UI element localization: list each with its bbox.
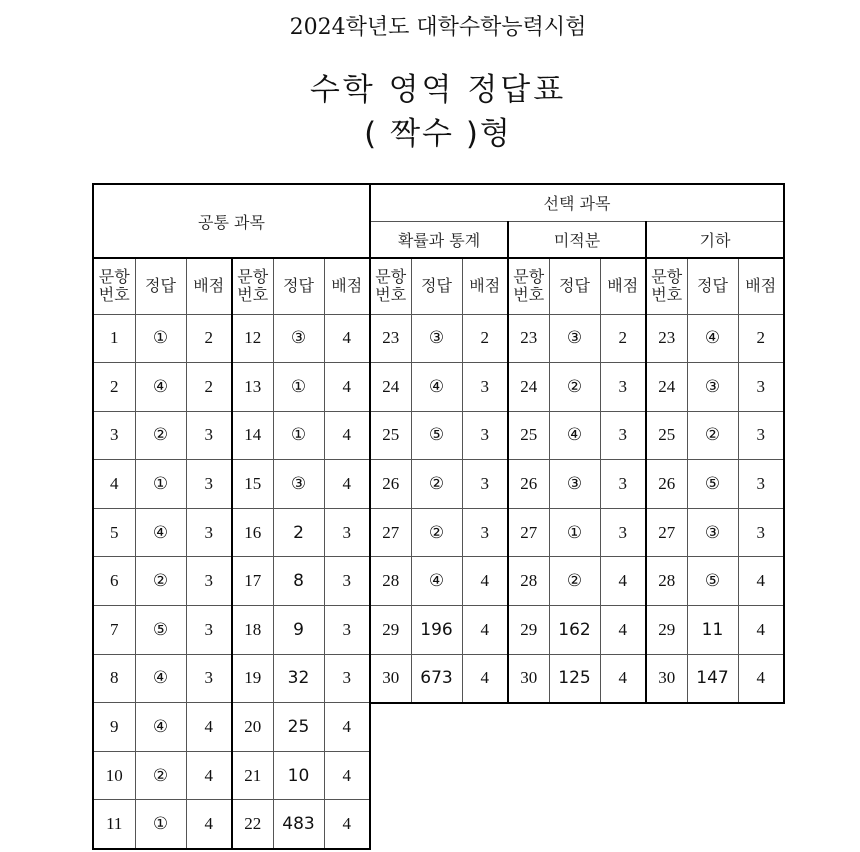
subject-title: 수학 영역 정답표: [309, 72, 567, 108]
answer-cell: ③: [687, 363, 738, 412]
answer-cell: ⑤: [687, 557, 738, 606]
col-header-number: 문항 번호: [93, 258, 135, 314]
question-number: 27: [508, 508, 549, 557]
table-row: [93, 800, 370, 849]
answer-cell: ④: [411, 363, 462, 412]
question-number: 23: [508, 314, 549, 363]
answer-cell: ④: [135, 363, 186, 412]
points-cell: 4: [186, 703, 232, 752]
table-row: [370, 557, 784, 606]
question-number: 28: [646, 557, 687, 606]
points-cell: 2: [186, 363, 232, 412]
points-cell: 3: [324, 557, 370, 606]
answer-cell: 162: [549, 606, 600, 655]
question-number: 27: [646, 508, 687, 557]
question-number: 6: [93, 557, 135, 606]
answer-cell: ④: [135, 654, 186, 703]
question-number: 25: [646, 411, 687, 460]
question-number: 10: [93, 751, 135, 800]
points-cell: 4: [186, 751, 232, 800]
points-cell: 3: [462, 411, 508, 460]
table-row: [370, 606, 784, 655]
points-cell: 3: [738, 460, 784, 509]
question-number: 30: [370, 654, 411, 703]
question-number: 30: [508, 654, 549, 703]
answer-cell: ①: [549, 508, 600, 557]
points-cell: 3: [462, 460, 508, 509]
answer-cell: 125: [549, 654, 600, 703]
answer-cell: ②: [687, 411, 738, 460]
question-number: 23: [646, 314, 687, 363]
answer-cell: 8: [273, 557, 324, 606]
answer-cell: ③: [411, 314, 462, 363]
table-row: [370, 363, 784, 412]
question-number: 1: [93, 314, 135, 363]
question-number: 13: [232, 363, 273, 412]
points-cell: 3: [324, 606, 370, 655]
common-subject-title: 공통 과목: [93, 184, 370, 258]
answer-cell: ②: [135, 557, 186, 606]
points-cell: 4: [738, 557, 784, 606]
col-header-number: 문항 번호: [232, 258, 273, 314]
answer-cell: ①: [135, 800, 186, 849]
points-cell: 4: [738, 606, 784, 655]
question-number: 19: [232, 654, 273, 703]
table-row: [93, 460, 370, 509]
col-header-number: 문항 번호: [508, 258, 549, 314]
points-cell: 3: [186, 606, 232, 655]
form-type: ( 짝수 )형: [364, 116, 512, 152]
points-cell: 3: [186, 460, 232, 509]
exam-title: 2024학년도 대학수학능력시험: [289, 15, 587, 40]
common-column-header-row: [93, 258, 370, 314]
table-row: [93, 606, 370, 655]
subject-name-geometry: 기하: [646, 221, 784, 258]
table-row: [93, 363, 370, 412]
question-number: 25: [508, 411, 549, 460]
answer-cell: ③: [273, 314, 324, 363]
common-subject-table: [92, 183, 371, 850]
points-cell: 4: [324, 800, 370, 849]
subject-name-prob-stats: 확률과 통계: [370, 221, 508, 258]
points-cell: 3: [600, 508, 646, 557]
points-cell: 3: [600, 411, 646, 460]
points-cell: 4: [324, 460, 370, 509]
answer-cell: 10: [273, 751, 324, 800]
points-cell: 4: [324, 314, 370, 363]
answer-cell: 25: [273, 703, 324, 752]
points-cell: 3: [600, 363, 646, 412]
points-cell: 3: [186, 654, 232, 703]
col-header-answer: 정답: [687, 258, 738, 314]
points-cell: 3: [600, 460, 646, 509]
question-number: 29: [508, 606, 549, 655]
col-header-points: 배점: [462, 258, 508, 314]
points-cell: 3: [738, 363, 784, 412]
answer-cell: ⑤: [411, 411, 462, 460]
question-number: 25: [370, 411, 411, 460]
answer-cell: ①: [135, 314, 186, 363]
question-number: 26: [646, 460, 687, 509]
answer-cell: 483: [273, 800, 324, 849]
question-number: 24: [646, 363, 687, 412]
table-row: [93, 411, 370, 460]
answer-cell: ⑤: [687, 460, 738, 509]
answer-cell: ④: [549, 411, 600, 460]
table-row: [93, 703, 370, 752]
question-number: 9: [93, 703, 135, 752]
points-cell: 4: [324, 703, 370, 752]
col-header-number: 문항 번호: [370, 258, 411, 314]
points-cell: 4: [600, 606, 646, 655]
points-cell: 3: [462, 508, 508, 557]
answer-cell: ③: [687, 508, 738, 557]
question-number: 24: [508, 363, 549, 412]
points-cell: 2: [600, 314, 646, 363]
col-header-answer: 정답: [135, 258, 186, 314]
table-row: [370, 508, 784, 557]
table-row: [93, 508, 370, 557]
question-number: 28: [508, 557, 549, 606]
points-cell: 3: [738, 411, 784, 460]
points-cell: 2: [186, 314, 232, 363]
question-number: 8: [93, 654, 135, 703]
question-number: 29: [646, 606, 687, 655]
points-cell: 3: [738, 508, 784, 557]
answer-cell: ④: [687, 314, 738, 363]
elective-subject-table: [369, 183, 785, 704]
points-cell: 4: [738, 654, 784, 703]
table-row: [370, 314, 784, 363]
answer-cell: ⑤: [135, 606, 186, 655]
table-row: [370, 654, 784, 703]
points-cell: 2: [462, 314, 508, 363]
question-number: 26: [370, 460, 411, 509]
points-cell: 4: [324, 411, 370, 460]
points-cell: 2: [738, 314, 784, 363]
points-cell: 4: [324, 363, 370, 412]
answer-cell: ②: [549, 557, 600, 606]
question-number: 5: [93, 508, 135, 557]
points-cell: 4: [186, 800, 232, 849]
answer-cell: ②: [549, 363, 600, 412]
points-cell: 4: [462, 606, 508, 655]
col-header-points: 배점: [186, 258, 232, 314]
points-cell: 4: [600, 654, 646, 703]
question-number: 4: [93, 460, 135, 509]
answer-cell: ①: [273, 363, 324, 412]
question-number: 23: [370, 314, 411, 363]
question-number: 18: [232, 606, 273, 655]
question-number: 15: [232, 460, 273, 509]
answer-cell: ④: [135, 508, 186, 557]
answer-cell: ③: [549, 460, 600, 509]
col-header-answer: 정답: [549, 258, 600, 314]
answer-cell: 11: [687, 606, 738, 655]
col-header-points: 배점: [600, 258, 646, 314]
answer-cell: ③: [273, 460, 324, 509]
answer-cell: 9: [273, 606, 324, 655]
question-number: 12: [232, 314, 273, 363]
points-cell: 4: [462, 654, 508, 703]
elective-column-header-row: [370, 258, 784, 314]
answer-cell: 196: [411, 606, 462, 655]
col-header-answer: 정답: [273, 258, 324, 314]
col-header-answer: 정답: [411, 258, 462, 314]
question-number: 3: [93, 411, 135, 460]
question-number: 21: [232, 751, 273, 800]
question-number: 29: [370, 606, 411, 655]
table-row: [93, 314, 370, 363]
points-cell: 4: [324, 751, 370, 800]
question-number: 22: [232, 800, 273, 849]
answer-cell: ③: [549, 314, 600, 363]
question-number: 24: [370, 363, 411, 412]
col-header-points: 배점: [738, 258, 784, 314]
subject-name-calculus: 미적분: [508, 221, 646, 258]
question-number: 7: [93, 606, 135, 655]
question-number: 27: [370, 508, 411, 557]
answer-cell: 147: [687, 654, 738, 703]
table-row: [93, 654, 370, 703]
answer-cell: ④: [135, 703, 186, 752]
points-cell: 3: [186, 557, 232, 606]
answer-cell: ②: [135, 411, 186, 460]
question-number: 16: [232, 508, 273, 557]
points-cell: 3: [186, 508, 232, 557]
points-cell: 4: [600, 557, 646, 606]
answer-cell: ④: [411, 557, 462, 606]
question-number: 20: [232, 703, 273, 752]
question-number: 17: [232, 557, 273, 606]
answer-cell: ②: [135, 751, 186, 800]
question-number: 26: [508, 460, 549, 509]
answer-cell: ①: [135, 460, 186, 509]
col-header-number: 문항 번호: [646, 258, 687, 314]
points-cell: 3: [324, 654, 370, 703]
answer-cell: 2: [273, 508, 324, 557]
answer-cell: 673: [411, 654, 462, 703]
table-row: [93, 557, 370, 606]
points-cell: 3: [186, 411, 232, 460]
question-number: 14: [232, 411, 273, 460]
table-row: [370, 411, 784, 460]
question-number: 30: [646, 654, 687, 703]
question-number: 28: [370, 557, 411, 606]
answer-cell: 32: [273, 654, 324, 703]
points-cell: 3: [324, 508, 370, 557]
elective-subject-title: 선택 과목: [370, 184, 784, 221]
answer-cell: ①: [273, 411, 324, 460]
answer-cell: ②: [411, 508, 462, 557]
col-header-points: 배점: [324, 258, 370, 314]
table-row: [370, 460, 784, 509]
points-cell: 3: [462, 363, 508, 412]
table-row: [93, 751, 370, 800]
question-number: 2: [93, 363, 135, 412]
question-number: 11: [93, 800, 135, 849]
points-cell: 4: [462, 557, 508, 606]
answer-cell: ②: [411, 460, 462, 509]
